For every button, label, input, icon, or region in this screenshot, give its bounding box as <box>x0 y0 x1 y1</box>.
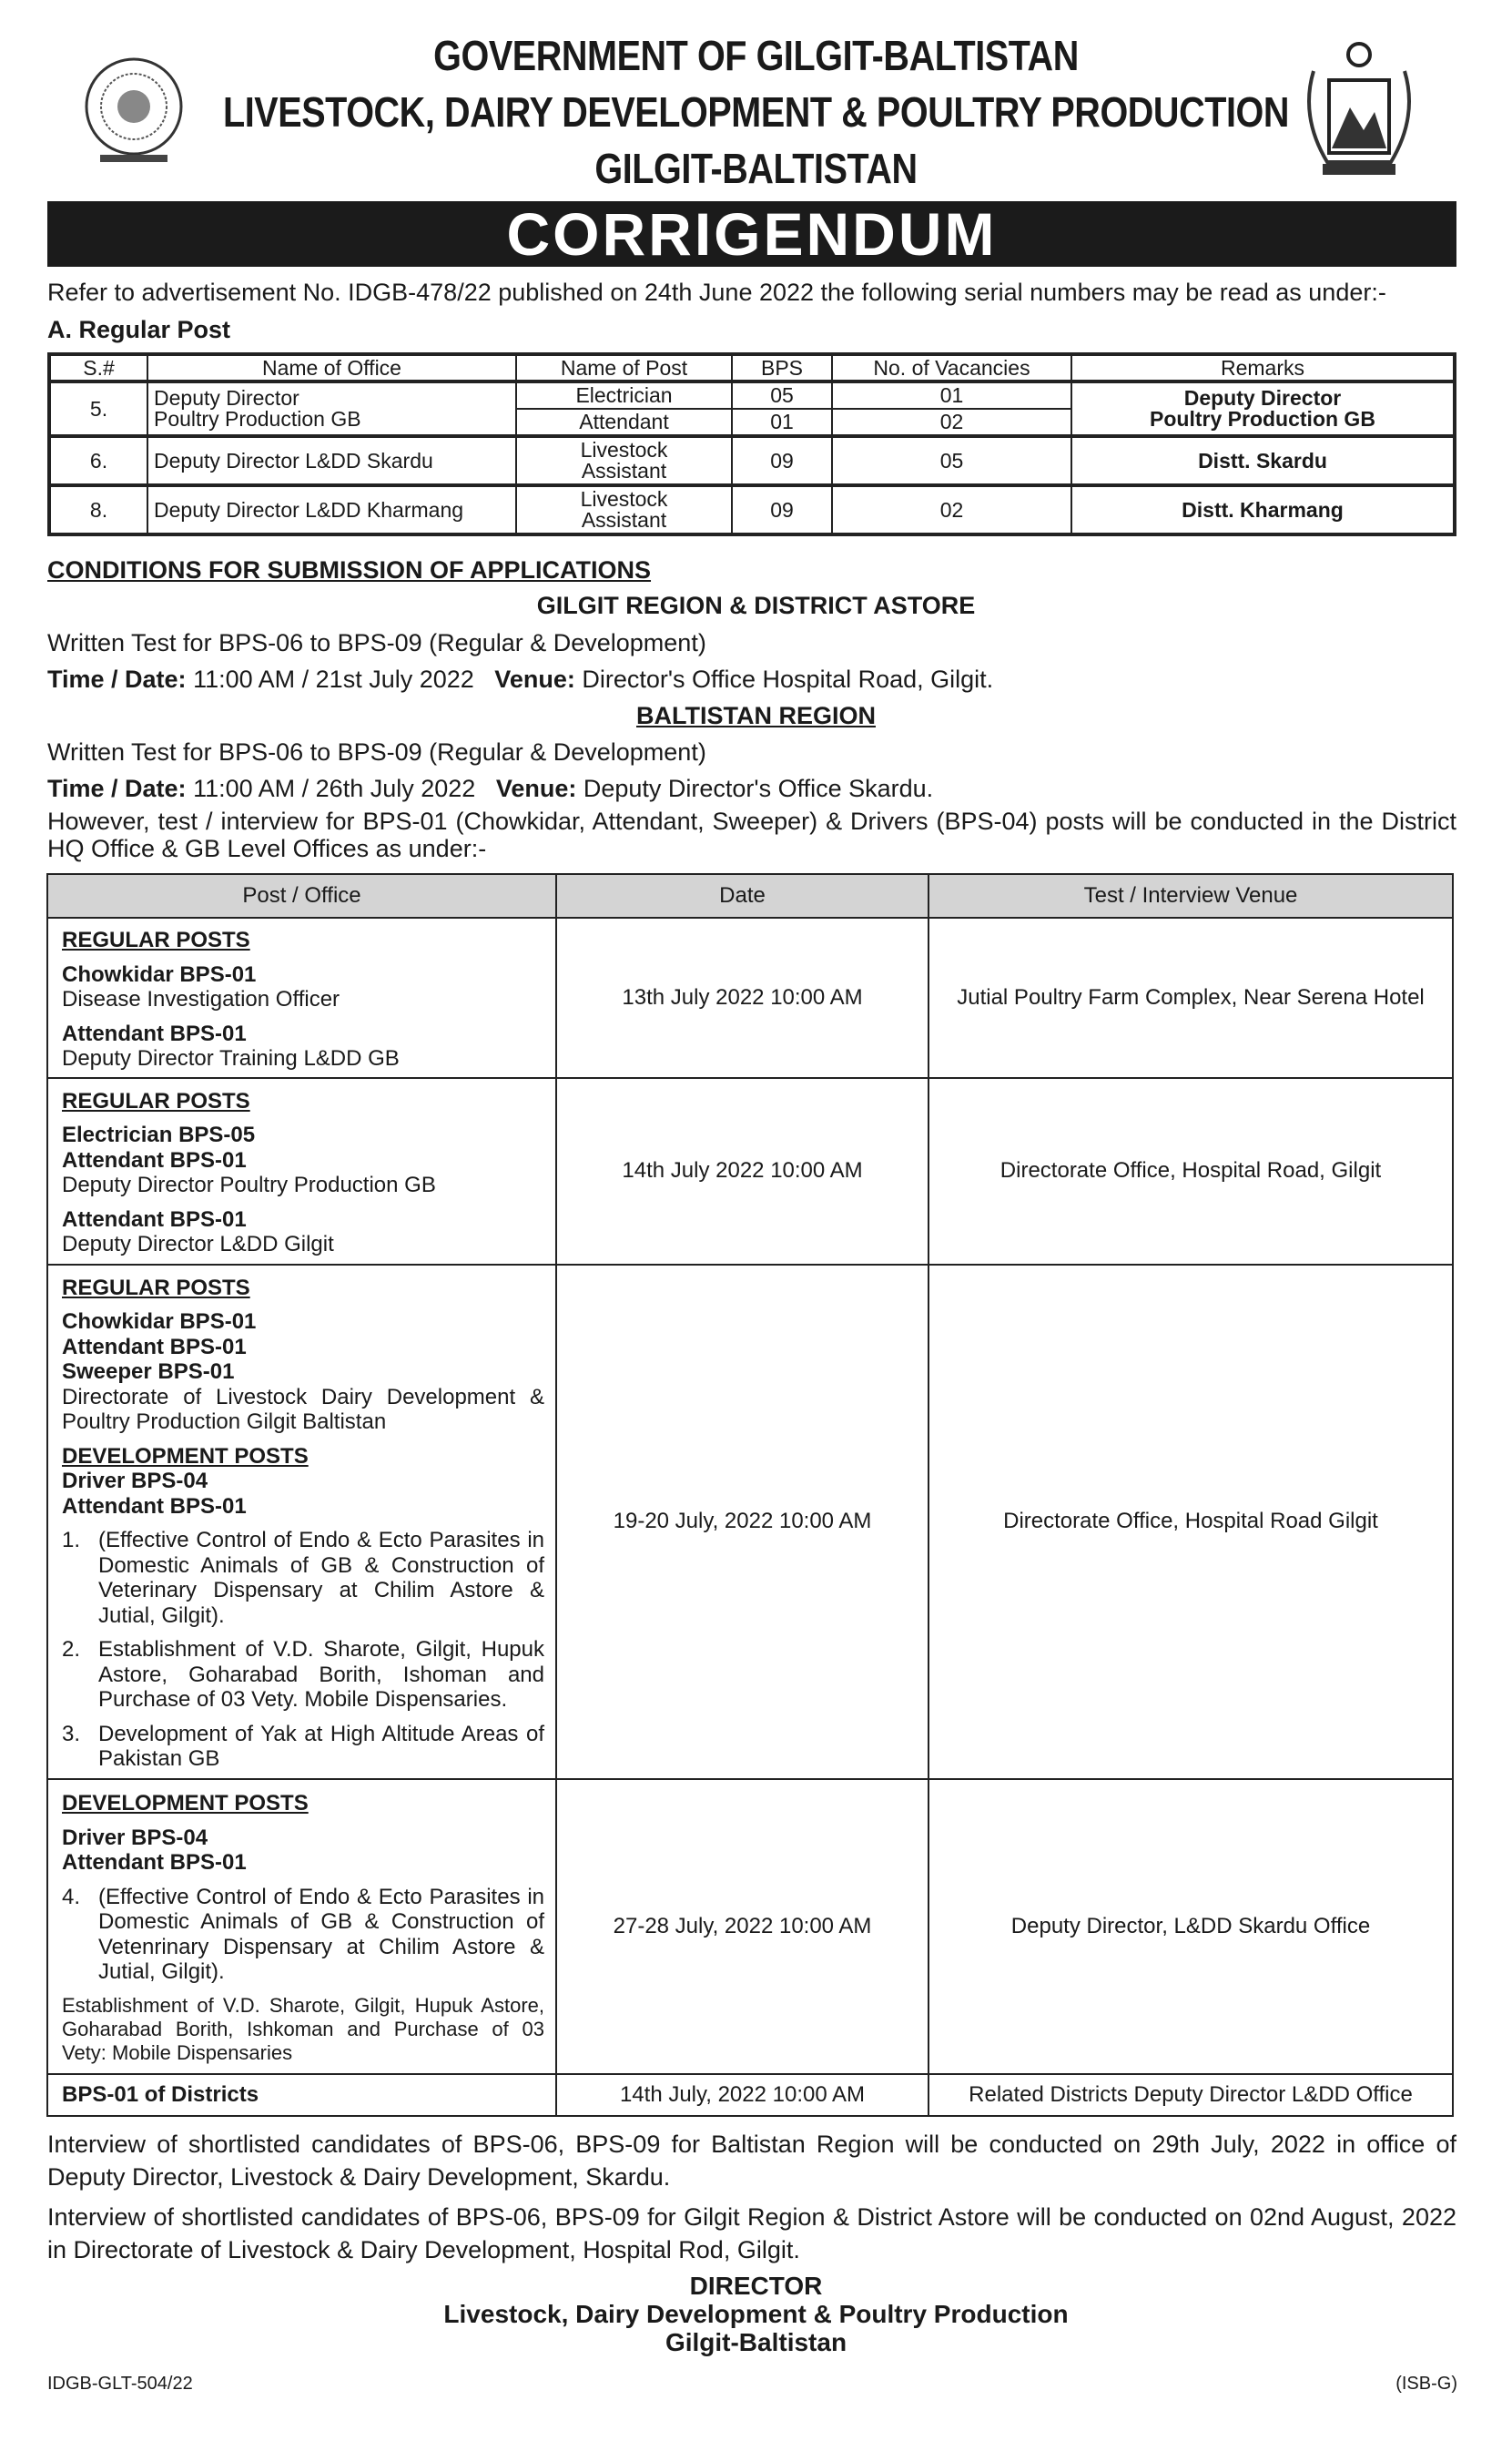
office-name: Deputy Director Poultry Production GB <box>62 1173 436 1197</box>
cell-vacancies: 05 <box>832 436 1071 485</box>
cell-remarks: Distt. Skardu <box>1071 436 1455 485</box>
gilgit-time-venue <box>47 662 993 697</box>
corrigendum-banner: CORRIGENDUM <box>47 201 1456 267</box>
post-name: Sweeper BPS-01 <box>62 1359 235 1384</box>
table-row <box>47 1078 1453 1265</box>
cell-date: 27-28 July, 2022 10:00 AM <box>556 1779 929 2074</box>
time-label: Time / Date: <box>47 666 187 693</box>
office-line: Deputy Director <box>154 386 299 410</box>
cell-post: Attendant <box>516 409 732 436</box>
footer-paragraph-2: Interview of shortlisted candidates of BPS-06, BPS-09 for Gilgit Region & District Astore will be conducted on 02nd August, 2022 in Directorate of Livestock & Dairy Development, Hospital Rod, Gilgit. <box>47 2203 1456 2263</box>
post-line: Livestock <box>580 487 668 511</box>
regular-post-table <box>47 352 1456 536</box>
group-heading: DEVELOPMENT POSTS <box>62 1443 309 1469</box>
post-name: Attendant BPS-01 <box>62 1021 247 1046</box>
cell-remarks <box>1071 381 1455 436</box>
signature-title: DIRECTOR <box>689 2272 823 2300</box>
office-line: Poultry Production GB <box>154 407 361 431</box>
baltistan-region-title: BALTISTAN REGION <box>636 702 876 729</box>
header-line-2: LIVESTOCK, DAIRY DEVELOPMENT & POULTRY PRODUCTION <box>223 88 1289 136</box>
post-name: Attendant BPS-01 <box>62 1850 247 1876</box>
cell-bps: 09 <box>732 436 832 485</box>
post-name: Electrician BPS-05 <box>62 1123 256 1147</box>
gilgit-region-title: GILGIT REGION & DISTRICT ASTORE <box>536 592 976 619</box>
post-line: Assistant <box>581 508 667 532</box>
project-item <box>62 1722 544 1772</box>
group-heading: DEVELOPMENT POSTS <box>62 1791 309 1816</box>
cell-bps: 05 <box>732 381 832 409</box>
table-row <box>47 918 1453 1078</box>
table-header-row <box>49 354 1455 381</box>
post-name: Attendant BPS-01 <box>62 1206 247 1232</box>
cell-post-office <box>47 918 556 1078</box>
venue-label: Venue: <box>495 775 577 802</box>
post-name: Chowkidar BPS-01 <box>62 961 257 987</box>
venue-label: Venue: <box>494 666 575 693</box>
however-text: However, test / interview for BPS-01 (Chowkidar, Attendant, Sweeper) & Drivers (BPS-04) posts will be conducted in the District HQ Office & GB Level Offices as under:- <box>47 808 1456 862</box>
post-name: Attendant BPS-01 <box>62 1334 247 1359</box>
item-text: (Effective Control of Endo & Ecto Parasites in Domestic Animals of GB & Construction of Veterinary Dispensary at Chilim Astore & Jutial, Gilgit). <box>98 1528 544 1628</box>
table-row <box>47 1265 1453 1779</box>
cell-bps: 09 <box>732 485 832 534</box>
post-name: Driver BPS-04 <box>62 1825 208 1850</box>
project-item <box>62 1885 544 1985</box>
post-name: BPS-01 of Districts <box>62 2081 259 2107</box>
time-label: Time / Date: <box>47 775 187 802</box>
cell-sn: 5. <box>49 381 147 436</box>
office-name: Disease Investigation Officer <box>62 987 340 1012</box>
post-name: Driver BPS-04 <box>62 1469 208 1493</box>
cell-vacancies: 01 <box>832 381 1071 409</box>
post-name: Attendant BPS-01 <box>62 1147 247 1173</box>
cell-office: Deputy Director L&DD Skardu <box>147 436 516 485</box>
col-date: Date <box>556 874 929 918</box>
time-value: 11:00 AM / 21st July 2022 <box>193 666 474 693</box>
group-heading: REGULAR POSTS <box>62 1275 250 1300</box>
project-item <box>62 1528 544 1628</box>
cell-venue: Related Districts Deputy Director L&DD Office <box>929 2074 1453 2116</box>
cell-date: 13th July 2022 10:00 AM <box>556 918 929 1078</box>
cell-sn: 8. <box>49 485 147 534</box>
cell-post-office <box>47 2074 556 2116</box>
cell-venue: Directorate Office, Hospital Road Gilgit <box>929 1265 1453 1779</box>
signature-dept: Livestock, Dairy Development & Poultry Production <box>443 2300 1069 2328</box>
footer-paragraph-1: Interview of shortlisted candidates of BPS-06, BPS-09 for Baltistan Region will be conducted on 29th July, 2022 in office of Deputy Director, Livestock & Dairy Development, Skardu. <box>47 2131 1456 2191</box>
item-number: 2. <box>62 1637 81 1662</box>
col-remarks: Remarks <box>1071 354 1455 381</box>
cell-venue: Jutial Poultry Farm Complex, Near Serena Hotel <box>929 918 1453 1078</box>
table-row <box>49 381 1455 409</box>
signature-location: Gilgit-Baltistan <box>665 2328 847 2356</box>
col-post: Name of Post <box>516 354 732 381</box>
cell-venue: Directorate Office, Hospital Road, Gilgit <box>929 1078 1453 1265</box>
group-heading: REGULAR POSTS <box>62 1088 250 1114</box>
cell-venue: Deputy Director, L&DD Skardu Office <box>929 1779 1453 2074</box>
time-value: 11:00 AM / 26th July 2022 <box>193 775 476 802</box>
table-row <box>49 485 1455 534</box>
cell-post <box>516 436 732 485</box>
item-number: 1. <box>62 1528 81 1552</box>
section-a-title: A. Regular Post <box>47 316 231 343</box>
cell-office: Deputy Director L&DD Kharmang <box>147 485 516 534</box>
item-number: 3. <box>62 1721 81 1746</box>
venue-value: Deputy Director's Office Skardu. <box>583 775 934 802</box>
cell-remarks: Distt. Kharmang <box>1071 485 1455 534</box>
post-name: Attendant BPS-01 <box>62 1493 247 1519</box>
baltistan-time-venue <box>47 771 933 806</box>
item-text: Development of Yak at High Altitude Areas of Pakistan GB <box>98 1721 544 1771</box>
col-sn: S.# <box>49 354 147 381</box>
col-venue: Test / Interview Venue <box>929 874 1453 918</box>
remarks-line: Deputy Director <box>1183 386 1342 410</box>
cell-vacancies: 02 <box>832 485 1071 534</box>
conditions-title: CONDITIONS FOR SUBMISSION OF APPLICATIONS <box>47 556 652 584</box>
cell-post-office <box>47 1265 556 1779</box>
header-line-3: GILGIT-BALTISTAN <box>594 145 918 192</box>
baltistan-test-text: Written Test for BPS-06 to BPS-09 (Regular & Development) <box>47 738 706 766</box>
gilgit-test-text: Written Test for BPS-06 to BPS-09 (Regular & Development) <box>47 629 706 656</box>
header <box>0 27 1512 197</box>
office-name: Directorate of Livestock Dairy Development & Poultry Production Gilgit Baltistan <box>62 1384 544 1434</box>
cell-date: 14th July, 2022 10:00 AM <box>556 2074 929 2116</box>
cell-sn: 6. <box>49 436 147 485</box>
item-number: 4. <box>62 1884 81 1909</box>
cell-post <box>516 485 732 534</box>
cell-date: 19-20 July, 2022 10:00 AM <box>556 1265 929 1779</box>
table-row <box>47 1779 1453 2074</box>
post-name: Chowkidar BPS-01 <box>62 1309 257 1334</box>
cell-post-office <box>47 1078 556 1265</box>
intro-text: Refer to advertisement No. IDGB-478/22 published on 24th June 2022 the following serial numbers may be read as under:- <box>47 279 1386 306</box>
venue-value: Director's Office Hospital Road, Gilgit. <box>582 666 994 693</box>
cell-bps: 01 <box>732 409 832 436</box>
office-name: Deputy Director Training L&DD GB <box>62 1046 400 1071</box>
table-row <box>49 436 1455 485</box>
signature-block <box>0 2272 1512 2356</box>
item-text: Establishment of V.D. Sharote, Gilgit, Hupuk Astore, Goharabad Borith, Ishoman and Purchase of 03 Vety. Mobile Dispensaries. <box>98 1637 544 1712</box>
cell-office <box>147 381 516 436</box>
remarks-line: Poultry Production GB <box>1150 407 1375 431</box>
interview-schedule-table <box>46 873 1454 2117</box>
post-line: Livestock <box>580 438 668 462</box>
post-line: Assistant <box>581 459 667 483</box>
col-post-office: Post / Office <box>47 874 556 918</box>
header-line-1: GOVERNMENT OF GILGIT-BALTISTAN <box>433 32 1079 79</box>
item-text: (Effective Control of Endo & Ecto Parasites in Domestic Animals of GB & Construction of Vetenrinary Dispensary at Chilim Astore & Jutial, Gilgit). <box>98 1884 544 1985</box>
cell-post: Electrician <box>516 381 732 409</box>
cell-vacancies: 02 <box>832 409 1071 436</box>
col-office: Name of Office <box>147 354 516 381</box>
table-row <box>47 2074 1453 2116</box>
table-header-row <box>47 874 1453 918</box>
col-bps: BPS <box>732 354 832 381</box>
office-name: Deputy Director L&DD Gilgit <box>62 1232 334 1256</box>
project-extra: Establishment of V.D. Sharote, Gilgit, Hupuk Astore, Goharabad Borith, Ishkoman and Purchase of 03 Vety: Mobile Dispensaries <box>62 1993 544 2064</box>
reference-code: IDGB-GLT-504/22 <box>47 2374 193 2394</box>
group-heading: REGULAR POSTS <box>62 928 250 952</box>
project-item <box>62 1637 544 1713</box>
col-vacancies: No. of Vacancies <box>832 354 1071 381</box>
cell-post-office <box>47 1779 556 2074</box>
cell-date: 14th July 2022 10:00 AM <box>556 1078 929 1265</box>
agency-code: (ISB-G) <box>1395 2374 1457 2394</box>
